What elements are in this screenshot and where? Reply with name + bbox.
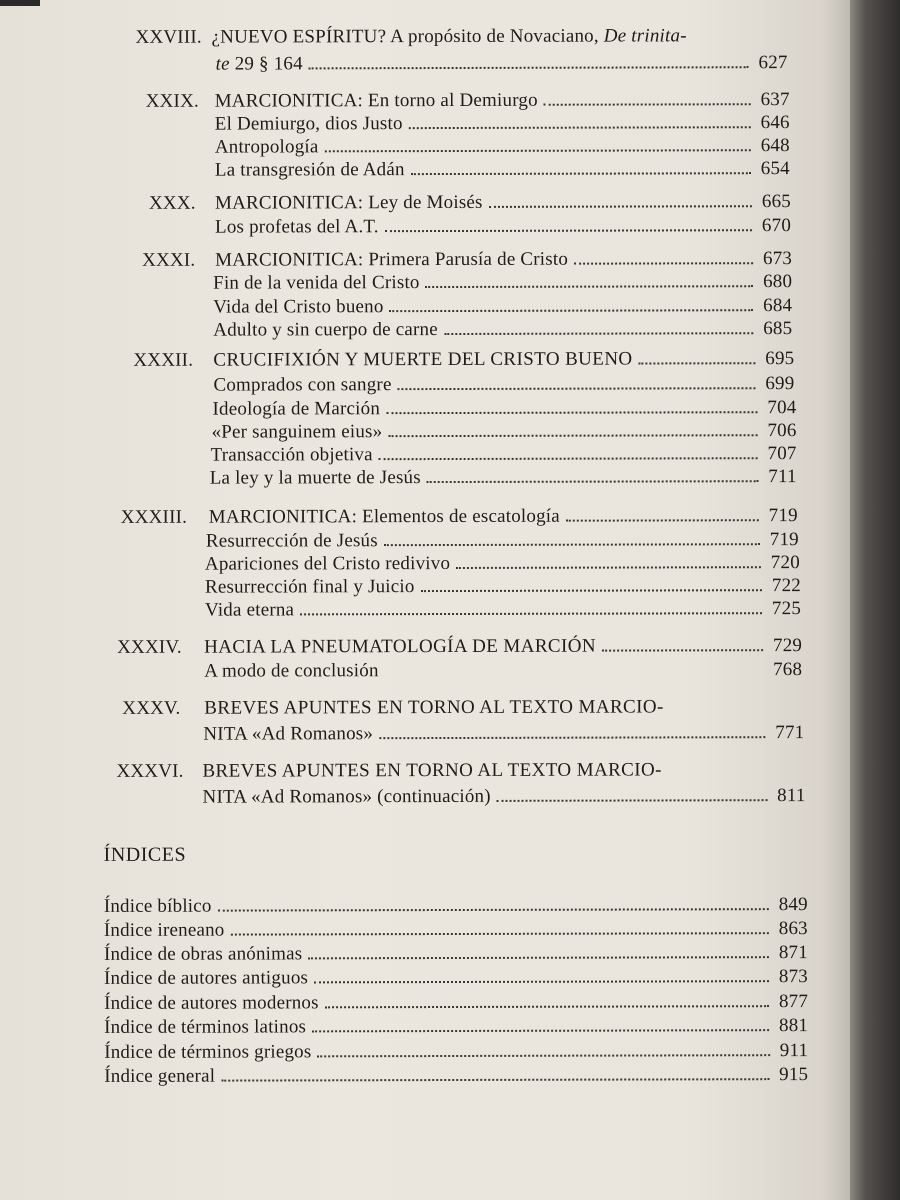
leader-dots <box>456 555 761 569</box>
subentry-title: Resurrección final y Juicio <box>204 576 415 598</box>
page-number: 729 <box>772 635 803 657</box>
leader-dots <box>325 994 769 1009</box>
page-number: 684 <box>763 295 793 317</box>
chapter-30 <box>149 191 791 215</box>
leader-dots <box>314 969 769 984</box>
subentry <box>205 575 801 599</box>
leader-dots <box>409 115 751 129</box>
chapter-28-line2 <box>216 52 788 75</box>
index-entry <box>104 1040 808 1064</box>
leader-dots <box>230 921 768 936</box>
page-number: 811 <box>777 785 806 807</box>
page-number: 695 <box>765 348 795 370</box>
subentry-title: El Demiurgo, dios Justo <box>214 113 403 135</box>
index-entry <box>104 894 808 918</box>
index-title: Índice de autores antiguos <box>103 967 309 989</box>
page-number: 646 <box>760 112 790 134</box>
leader-dots <box>574 251 753 265</box>
leader-dots <box>497 788 767 802</box>
chapter-number: XXXV. <box>122 697 181 719</box>
page-number: 768 <box>773 659 803 681</box>
subentry <box>213 373 794 397</box>
chapter-title: MARCIONITICA: Ley de Moisés <box>214 191 483 214</box>
leader-dots <box>221 1067 769 1082</box>
leader-dots <box>379 725 765 739</box>
index-entry <box>104 1064 808 1088</box>
leader-dots <box>444 321 753 335</box>
subentry-title: Antropología <box>214 136 319 158</box>
page-number: 725 <box>771 598 802 620</box>
page-number: 706 <box>767 420 797 442</box>
page-number: 665 <box>761 191 791 213</box>
chapter-number: XXXIV. <box>117 636 182 658</box>
leader-dots <box>421 578 762 592</box>
subentry <box>213 295 792 319</box>
subentry <box>210 466 797 490</box>
chapter-title: MARCIONITICA: Elementos de escatología <box>208 505 560 528</box>
subentry-title: Vida eterna <box>204 599 295 621</box>
subentry <box>205 552 800 576</box>
leader-dots <box>602 638 763 652</box>
page-number: 849 <box>778 894 808 916</box>
chapter-title: ¿NUEVO ESPÍRITU? A propósito de Novaciano, <box>211 25 599 48</box>
subentry-title: La ley y la muerte de Jesús <box>209 467 421 489</box>
leader-dots <box>385 218 752 232</box>
leader-dots <box>544 92 751 106</box>
index-entry <box>104 918 808 942</box>
subentry <box>213 318 792 342</box>
leader-dots <box>325 138 751 153</box>
index-entry <box>104 1015 808 1039</box>
book-edge-shadow <box>850 0 900 1200</box>
page-number: 673 <box>762 248 793 270</box>
page-number: 711 <box>768 466 797 488</box>
page-number: 685 <box>763 318 793 340</box>
leader-dots <box>398 376 756 390</box>
chapter-29 <box>146 89 790 113</box>
page-number: 704 <box>767 397 797 419</box>
chapter-36-line2 <box>202 785 805 809</box>
page-number: 915 <box>779 1064 809 1086</box>
subentry <box>206 529 799 553</box>
subentry <box>215 135 790 159</box>
leader-dots <box>386 400 757 414</box>
index-title: Índice ireneano <box>103 919 225 941</box>
page-number: 720 <box>770 552 800 574</box>
index-entry <box>104 942 808 966</box>
chapter-32 <box>133 348 794 372</box>
index-title: Índice de términos latinos <box>104 1016 307 1038</box>
leader-dots <box>384 532 760 546</box>
index-title: Índice de términos griegos <box>104 1041 312 1063</box>
leader-dots <box>390 298 754 312</box>
subentry <box>215 158 790 182</box>
leader-dots <box>312 1018 769 1033</box>
page-number: 881 <box>778 1015 809 1037</box>
subentry <box>204 659 802 683</box>
subentry-title: Apariciones del Cristo redivivo <box>204 552 451 575</box>
leader-dots <box>308 945 768 960</box>
index-entry <box>104 966 808 990</box>
chapter-title-italic: De trinita- <box>603 25 687 47</box>
subentry-title: Transacción objetiva <box>210 444 373 466</box>
page-number: 871 <box>778 942 808 964</box>
page-number: 863 <box>778 918 808 940</box>
index-title: Índice bíblico <box>103 895 212 917</box>
subentry <box>212 420 797 444</box>
subentry-title: Resurrección de Jesús <box>205 530 378 552</box>
page-number: 719 <box>769 529 799 551</box>
chapter-35-line1 <box>122 696 802 720</box>
indices-heading: ÍNDICES <box>103 843 187 866</box>
chapter-number: XXX. <box>148 192 196 214</box>
page-number: 771 <box>775 722 805 744</box>
chapter-number: XXIX. <box>145 90 199 112</box>
chapter-title: MARCIONITICA: Primera Parusía de Cristo <box>215 248 569 271</box>
page-number: 707 <box>767 443 797 465</box>
subentry <box>211 443 797 467</box>
subentry-title: Adulto y sin cuerpo de carne <box>213 319 438 341</box>
leader-dots <box>639 351 756 365</box>
subentry-title: «Per sanguinem eius» <box>211 421 383 443</box>
leader-dots <box>379 446 758 460</box>
index-entry <box>104 991 808 1015</box>
chapter-number: XXXIII. <box>120 506 188 528</box>
chapter-title: HACIA LA PNEUMATOLOGÍA DE MARCIÓN <box>204 635 596 658</box>
chapter-title-cont: NITA «Ad Romanos» <box>203 723 374 745</box>
chapter-36-line1 <box>116 759 804 783</box>
page-number: 719 <box>768 505 798 527</box>
subentry-title: A modo de conclusión <box>204 660 379 682</box>
leader-dots <box>411 161 751 175</box>
subentry <box>213 271 792 295</box>
chapter-31 <box>142 248 792 272</box>
chapter-number: XXXI. <box>142 249 196 271</box>
chapter-title: CRUCIFIXIÓN Y MUERTE DEL CRISTO BUENO <box>213 348 633 371</box>
chapter-title-cont: NITA «Ad Romanos» (continuación) <box>202 785 491 808</box>
leader-dots <box>427 469 758 483</box>
page-number: 699 <box>765 373 795 395</box>
leader-dots <box>566 508 759 522</box>
page-number: 670 <box>761 215 792 237</box>
chapter-35-line2 <box>203 722 804 746</box>
index-title: Índice de autores modernos <box>104 992 319 1014</box>
chapter-title: BREVES APUNTES EN TORNO AL TEXTO MARCIO- <box>204 696 664 719</box>
chapter-number: XXVIII. <box>135 26 202 48</box>
index-title: Índice de obras anónimas <box>103 943 303 965</box>
subentry-title: Comprados con sangre <box>213 374 392 396</box>
page-number: 637 <box>760 89 790 111</box>
chapter-number: XXXVI. <box>116 760 184 782</box>
page-number: 722 <box>771 575 801 597</box>
chapter-title-cont: 29 § 164 <box>234 53 303 75</box>
subentry <box>205 598 801 622</box>
leader-dots <box>489 194 752 208</box>
page-number: 654 <box>760 158 790 180</box>
subentry <box>215 215 791 239</box>
chapter-title-italic-cont: te <box>215 53 230 75</box>
subentry-title: La transgresión de Adán <box>214 159 405 181</box>
subentry-title: Fin de la venida del Cristo <box>213 272 420 294</box>
subentry-title: Ideología de Marción <box>212 398 381 420</box>
leader-dots <box>388 423 757 437</box>
leader-dots <box>218 897 769 912</box>
page-number: 648 <box>760 135 790 157</box>
page-number: 911 <box>779 1040 809 1062</box>
chapter-number: XXXII. <box>133 349 194 371</box>
leader-dots <box>309 55 749 70</box>
chapter-34 <box>117 635 802 659</box>
chapter-title: BREVES APUNTES EN TORNO AL TEXTO MARCIO- <box>202 759 662 782</box>
page-number: 873 <box>778 966 809 988</box>
subentry <box>215 112 790 136</box>
subentry <box>212 397 796 421</box>
leader-dots <box>317 1043 769 1058</box>
chapter-28-line1 <box>135 25 735 49</box>
page-number: 680 <box>763 271 793 293</box>
chapter-33 <box>121 505 798 529</box>
page-number: 627 <box>758 52 788 74</box>
subentry-title: Vida del Cristo bueno <box>213 296 384 318</box>
page-number: 877 <box>778 991 809 1013</box>
leader-dots <box>300 601 762 616</box>
index-title: Índice general <box>104 1065 216 1087</box>
subentry-title: Los profetas del A.T. <box>214 216 379 238</box>
chapter-title: MARCIONITICA: En torno al Demiurgo <box>214 89 538 112</box>
leader-dots <box>426 274 753 288</box>
